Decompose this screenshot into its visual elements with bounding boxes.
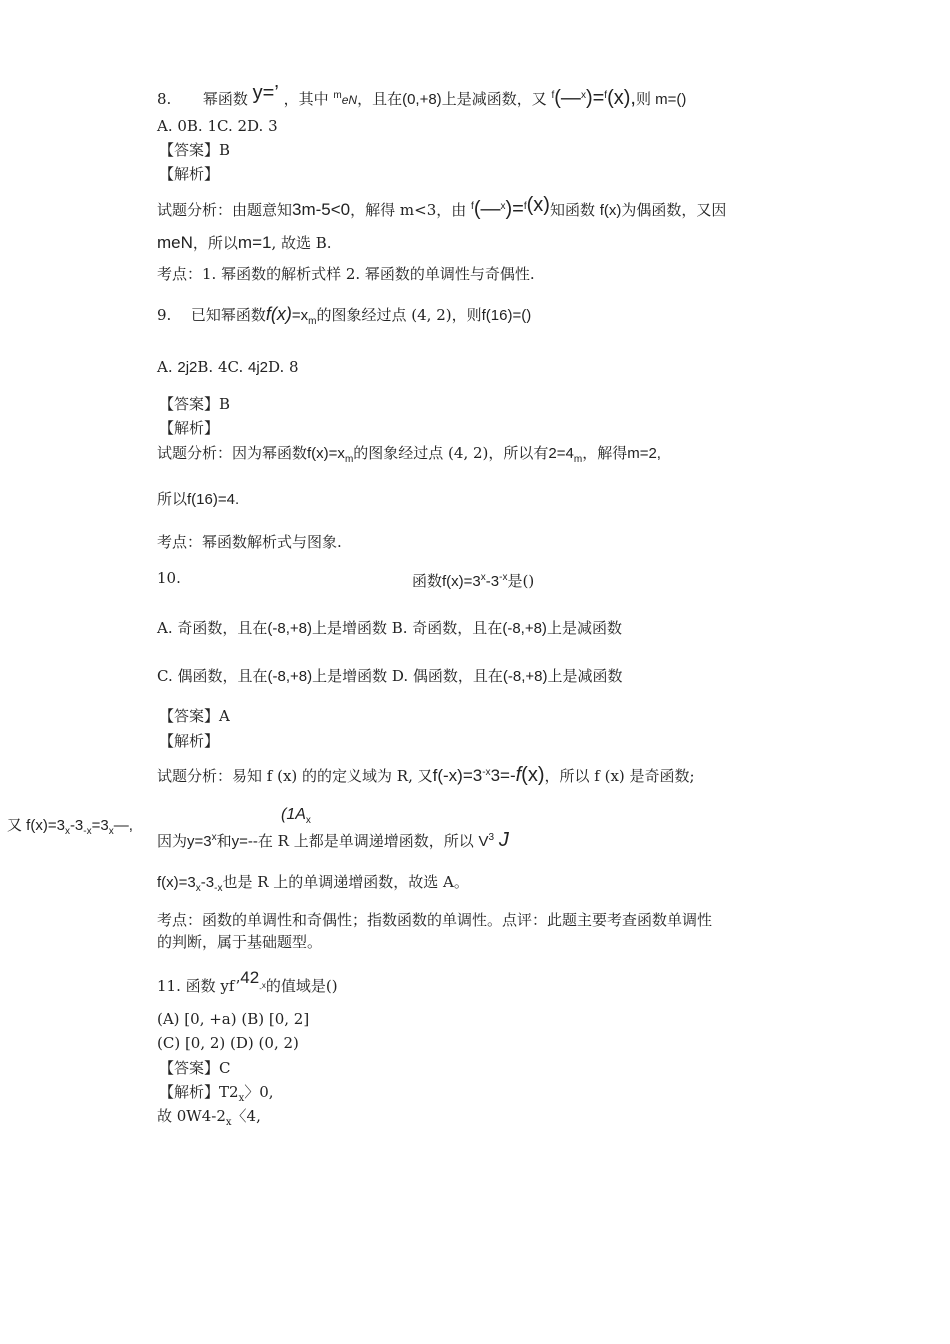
q8-stem [157,82,687,110]
formula: f(16)=4. [187,491,240,508]
formula: meN [157,233,193,252]
formula-sub: m [308,316,317,327]
formula-sup: x [211,832,217,843]
analysis-text: 也是 R 上的单调递增函数，故选 A。 [222,873,469,891]
q10-point-line1: 考点：函数的单调性和奇偶性；指数函数的单调性。点评：此题主要考查函数单调性 [157,911,713,929]
formula: y=’ [252,82,279,104]
option-text: 上是增函数 D. 偶函数，且在 [312,667,503,685]
formula: eN [341,93,358,107]
formula: f(x)=x [307,445,345,462]
q11-analysis-last [157,1106,261,1133]
formula-sub: m [573,454,583,465]
stem-text: 的值域是() [265,977,338,995]
question-number: 9. [157,306,172,324]
formula-sup: 3 [488,832,495,843]
formula: V [478,833,489,850]
stem-text: ，且在 [357,90,403,108]
formula: m=1 [237,233,272,252]
q10-options-ab [157,618,622,639]
stem-text: 是() [507,572,535,590]
formula: 2=4 [548,445,574,462]
formula: =x [291,307,309,324]
analysis-text: ，所以 [192,234,238,252]
formula-sub: x [305,815,311,826]
formula: (x) [521,764,545,786]
formula-sup: x [580,90,586,101]
formula: 又 f(x)=3 [7,817,65,834]
q9-analysis-label: 【解析】 [159,419,220,437]
q10-analysis-line1 [157,763,695,786]
option-text: 上是增函数 B. 奇函数，且在 [311,619,503,637]
formula: —, [113,817,133,834]
q11-answer: 【答案】C [159,1059,231,1077]
formula-sup: -x [482,767,491,778]
stem-text: 的图象经过点 (4, 2)，则 [316,306,482,324]
q8-analysis-label: 【解析】 [159,165,220,183]
q10-answer: 【答案】A [159,707,230,725]
analysis-text: 〈4, [231,1107,261,1125]
q8-answer: 【答案】B [159,141,231,159]
analysis-text: , 故选 B. [271,234,332,252]
formula: f(-x)=3 [432,766,483,785]
formula: f(16)=() [481,307,532,324]
q10-point-line2: 的判断，属于基础题型。 [157,933,323,951]
formula-sup: m [333,90,342,101]
interval: (0,+8) [402,91,442,108]
formula: (— [554,87,581,109]
formula-sub: -x [83,826,92,837]
option-text: 上是减函数 [547,667,623,685]
analysis-text: 【解析】T2 [159,1083,239,1101]
formula: )= [505,198,524,220]
formula-sub: m [344,454,354,465]
analysis-text: 所以 [157,490,188,508]
formula: J [498,829,509,851]
formula: =3 [91,817,109,834]
q10-analysis-line3 [157,872,469,899]
formula: f(x)=3 [157,874,196,891]
formula: 2 [249,968,260,987]
analysis-text: 和 [216,832,232,850]
option-text: D. 8 [268,358,299,376]
formula: - [259,984,262,993]
formula: - [252,833,258,850]
formula: (1A [281,806,306,823]
interval: (-8,+8) [502,620,547,637]
stem-text: 函数 [412,572,443,590]
stem-text: ，其中 [283,90,329,108]
formula: 2j2 [177,359,198,376]
formula: (x), [607,87,636,109]
q10-stem [412,568,534,592]
formula-sup: x [480,572,486,583]
q8-analysis-line2 [157,233,332,253]
formula: f(x) [265,304,292,324]
analysis-text: 的图象经过点 (4, 2)，所以有 [353,444,549,462]
question-number: 8. [157,90,172,108]
analysis-text: 〉0, [244,1083,274,1101]
formula-sub: x [238,1093,245,1104]
analysis-text: 因为 [157,832,188,850]
formula: -3 [200,874,215,891]
option-text: A. 奇函数，且在 [157,619,268,637]
formula: (— [473,198,501,220]
interval: (-8,+8) [267,620,312,637]
analysis-text: 为偶函数，又因 [621,201,727,219]
formula-sub: -x [214,883,223,894]
stem-text: 则 m=() [635,91,687,108]
interval: (-8,+8) [502,668,548,685]
option-text: B. 4C. [197,358,248,376]
formula-sup: f [471,201,474,212]
formula: y=- [231,833,253,850]
option-text: C. 偶函数，且在 [157,667,268,685]
analysis-text: 知函数 [549,201,595,219]
formula: 4 [240,968,250,987]
q9-stem [157,304,531,332]
formula: f(x)=3 [442,573,481,590]
q10-analysis-line2 [157,828,509,852]
formula: )= [585,87,605,109]
stem-text: 上是减函数，又 [441,90,547,108]
q10-analysis-label: 【解析】 [159,732,220,750]
q9-analysis-line2 [157,489,239,510]
formula-sup: -x [499,572,508,583]
formula: f [515,764,522,786]
interval: (-8,+8) [267,668,313,685]
q8-options: A. 0B. 1C. 2D. 3 [157,117,278,135]
q11-options-1: (A) [0, +a) (B) [0, 2] [157,1010,310,1028]
formula: -3 [485,573,500,590]
analysis-text: ，解得 m<3，由 [350,201,467,219]
analysis-text: 试题分析：因为幂函数 [157,444,308,462]
q11-analysis [159,1082,274,1109]
formula-sub: x [108,826,114,837]
analysis-text: ，解得 [582,444,628,462]
q8-point: 考点：1. 幂函数的解析式样 2. 幂函数的单调性与奇偶性. [157,265,535,283]
analysis-text: 在 R 上都是单调递增函数，所以 [257,832,474,850]
stem-text: 幂函数 [202,90,248,108]
formula-sup: x [500,201,506,212]
option-text: 上是减函数 [546,619,622,637]
formula: 3m-5<0 [292,200,351,219]
formula: f(x) [599,202,622,219]
formula: 4j2 [248,359,269,376]
q11-options-2: (C) [0, 2) (D) (0, 2) [157,1034,299,1052]
q11-stem [157,968,338,999]
analysis-text: 试题分析：由题意知 [157,201,293,219]
formula-sup: f [551,90,555,101]
stem-text: 已知幂函数 [190,306,266,324]
formula: -3 [69,817,84,834]
q10-options-cd [157,666,623,687]
q9-answer: 【答案】B [159,395,231,413]
formula-sub: x [195,883,201,894]
formula-sup: f [604,90,608,101]
option-text: A. [157,358,178,376]
analysis-text: ，所以 f (x) 是奇函数; [544,767,695,785]
q8-analysis-line1 [157,194,727,221]
formula: 3=- [490,766,516,785]
formula: y=3 [187,833,212,850]
formula-sub: x [225,1117,232,1128]
formula-sup: f [523,201,527,212]
formula: (x) [526,194,550,216]
analysis-text: 故 0W4-2 [157,1107,226,1125]
formula-sup: x [261,981,266,990]
analysis-text: 试题分析：易知 f (x) 的的定义域为 R, 又 [157,767,433,785]
q9-point: 考点：幂函数解析式与图象. [157,533,342,551]
formula: m=2, [627,445,661,462]
q9-analysis-line1 [157,443,661,470]
question-number: 10. [157,569,181,587]
formula-sub: x [64,826,70,837]
q9-options [157,357,299,378]
q10-side-formula [7,816,133,842]
stem-text: 11. 函数 yf’ [157,977,241,995]
